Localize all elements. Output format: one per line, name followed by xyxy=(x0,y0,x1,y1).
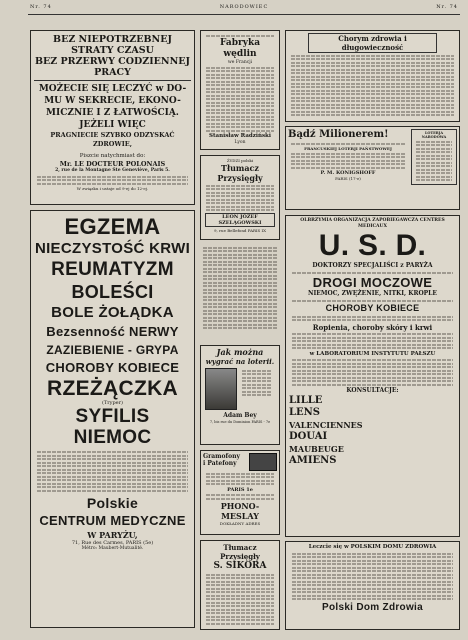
ad2-line15: W PARYŻU, xyxy=(87,529,138,540)
ad-badz-milionerem xyxy=(285,126,460,210)
ad-tlumacz-sikora xyxy=(200,540,280,630)
ad1-line4: MU W SEKRECIE, EKONO- xyxy=(44,96,181,106)
ad7-line1: Tłumacz Przysięgły xyxy=(220,543,260,561)
ad2-line5: BOLE ŻOŁĄDKA xyxy=(51,304,174,321)
ad1-line11: W związku i ustaje od 9-ej do 12-ej. xyxy=(76,186,149,191)
ad2-line4: BOLEŚCI xyxy=(71,282,154,302)
ad5-line3: Adam Bey xyxy=(223,412,257,419)
ad10-line10: LILLE xyxy=(289,395,323,406)
ad-polski-dom-zdrowia xyxy=(285,541,460,630)
ad1-line9: Mr. LE DOCTEUR POLONAIS xyxy=(59,160,166,168)
header-rule xyxy=(28,14,460,15)
portrait-image xyxy=(205,368,237,410)
ad2-line8: CHOROBY KOBIECE xyxy=(45,360,180,375)
ad6-line3: PARIS 1e xyxy=(227,486,253,493)
ad10-line6: CHOROBY KOBIECE xyxy=(325,303,420,313)
ad2-line13: Polskie xyxy=(86,494,139,511)
ad2-line14: CENTRUM MEDYCZNE xyxy=(39,512,186,528)
ad2-line9: RZEŻĄCZKA xyxy=(46,377,179,400)
gramophone-image xyxy=(249,453,277,471)
ad6-line4: PHONO-MESLAY xyxy=(220,501,260,521)
ad7-line2: S. SIKORA xyxy=(213,561,267,571)
ad9-line5: LOTERJA NARODOWA xyxy=(421,131,447,139)
ad5-line1: Jak można xyxy=(216,347,264,357)
ad10-line9: KONSULTACJE: xyxy=(346,387,399,394)
ad8-line1: Chorym zdrowia i długowieczność xyxy=(308,33,437,53)
ad10-line15: AMIENS xyxy=(289,455,337,466)
ad10-line7: Ropienia, choroby skóry i krwi xyxy=(312,322,433,332)
ad11-line2: Polski Dom Zdrowia xyxy=(322,601,423,613)
ad1-line1: BEZ NIEPOTRZEBNEJ STRATY CZASU xyxy=(53,34,172,56)
ad2-line11: SYFILIS xyxy=(75,406,150,427)
ad5-line2: wygrać na loterii. xyxy=(205,357,275,366)
ad1-line8: Piszcie natychmiast do: xyxy=(79,153,146,159)
ad1-line3: MOŻECIE SIĘ LECZYĆ w DO- xyxy=(38,84,187,94)
ad2-line17: Métro: Maubert-Mutualité. xyxy=(81,545,144,551)
ad2-line7: ZAZIEBIENIE - GRYPA xyxy=(46,343,179,357)
ad10-line13: DOUAI xyxy=(289,431,328,442)
ad4-line1: ŻYDZI polski xyxy=(226,158,254,163)
ad2-line12: NIEMOC xyxy=(73,427,152,448)
page-header xyxy=(30,4,458,14)
ad1-line6: JEŻELI WIĘC xyxy=(79,120,146,130)
ad10-line1: OLBRZYMIA ORGANIZACJA ZAPOBIEGAWCZA CENTRES MEDICAUX xyxy=(300,218,445,229)
ad-loteria-adam-bey xyxy=(200,345,280,445)
small-ads-block xyxy=(200,245,280,345)
ad3-line1: Fabryka wędlin xyxy=(219,38,261,59)
ad10-line2: U. S. D. xyxy=(318,229,427,262)
ad1-line5: MICZNIE I Z ŁATWOŚCIĄ. xyxy=(46,108,179,118)
ad10-line14: MAUBEUGE xyxy=(289,444,344,454)
ad-doctor-polonais xyxy=(30,30,195,205)
ad10-line11: LENS xyxy=(289,407,321,418)
ad10-line12: VALENCIENNES xyxy=(289,420,363,430)
ad-polskie-centrum-medyczne xyxy=(30,210,195,628)
ad1-line2: BEZ PRZERWY CODZIENNEJ PRACY xyxy=(35,56,190,78)
ad6-line1: Gramofony xyxy=(203,453,240,460)
ad2-line16: 71, Rue des Carmes, PARIS (5e) xyxy=(71,539,154,546)
ad9-line4: PARIS (17-e) xyxy=(335,176,361,181)
header-right: Nr. 74 xyxy=(436,4,458,10)
ad9-line2: FRANCUSKIEJ LOTERJI PAŃSTWOWEJ xyxy=(304,146,392,151)
ad-usd-centres-medicaux xyxy=(285,215,460,537)
ad4-line2: Tłumacz Przysięgły xyxy=(217,163,263,183)
ad9-line1: Bądź Milionerem! xyxy=(288,129,389,140)
ad-chorym-zdrowia xyxy=(285,30,460,122)
ad1-line7: PRAGNIECIE SZYBKO ODZYSKAĆ ZDROWIE, xyxy=(50,131,175,148)
ad3-line3: Stanisław Radziński xyxy=(209,133,271,139)
ad6-line2: i Patefony xyxy=(203,460,237,467)
ad10-line3: DOKTORZY SPECJALIŚCI z PARYŻA xyxy=(312,262,433,269)
ad4-line4: 9, rue Bellefond PARIS IX xyxy=(214,227,266,233)
ad-fabryka-wedlin xyxy=(200,30,280,150)
ad2-line1: EGZEMA xyxy=(64,214,161,239)
ad10-line8: w LABORATORIUM INSTYTUTU PAŁSZU xyxy=(309,350,436,357)
ad1-line10: 2, rue de la Montagne Ste Geneviève, Paris 5. xyxy=(55,168,170,173)
ad6-line5: DOKŁADNY ADRES xyxy=(219,521,261,526)
header-center: NARODOWIEC xyxy=(219,4,269,10)
ad3-line4: Lyon xyxy=(234,140,246,145)
header-left: Nr. 74 xyxy=(30,4,52,10)
ad2-line2: NIECZYSTOŚĆ KRWI xyxy=(34,240,191,257)
ad-gramofony xyxy=(200,450,280,535)
ad5-line4: 7, bis rue du Dominion PARIS - 7e xyxy=(209,420,271,424)
ad-tlumacz-szelagowski xyxy=(200,155,280,240)
ad11-line1: Leczcie się w POLSKIM DOMU ZDROWIA xyxy=(308,544,437,550)
ad4-line3: LEON JÓZEF SZELĄGOWSKI xyxy=(205,213,275,227)
ad9-line3: P. M. KONIGSHOFF xyxy=(320,170,376,176)
ad2-line10: (Tryper) xyxy=(101,400,123,406)
ad10-line5: NIEMOC, ZWĘŻENIE, NITKI, KROPLE xyxy=(308,290,437,297)
ad2-line6: Bezsenność NERWY xyxy=(46,324,179,339)
ad2-line3: REUMATYZM xyxy=(51,259,174,280)
ad10-line4: DROGI MOCZOWE xyxy=(312,275,433,290)
ad3-line2: we Francji xyxy=(227,60,253,65)
